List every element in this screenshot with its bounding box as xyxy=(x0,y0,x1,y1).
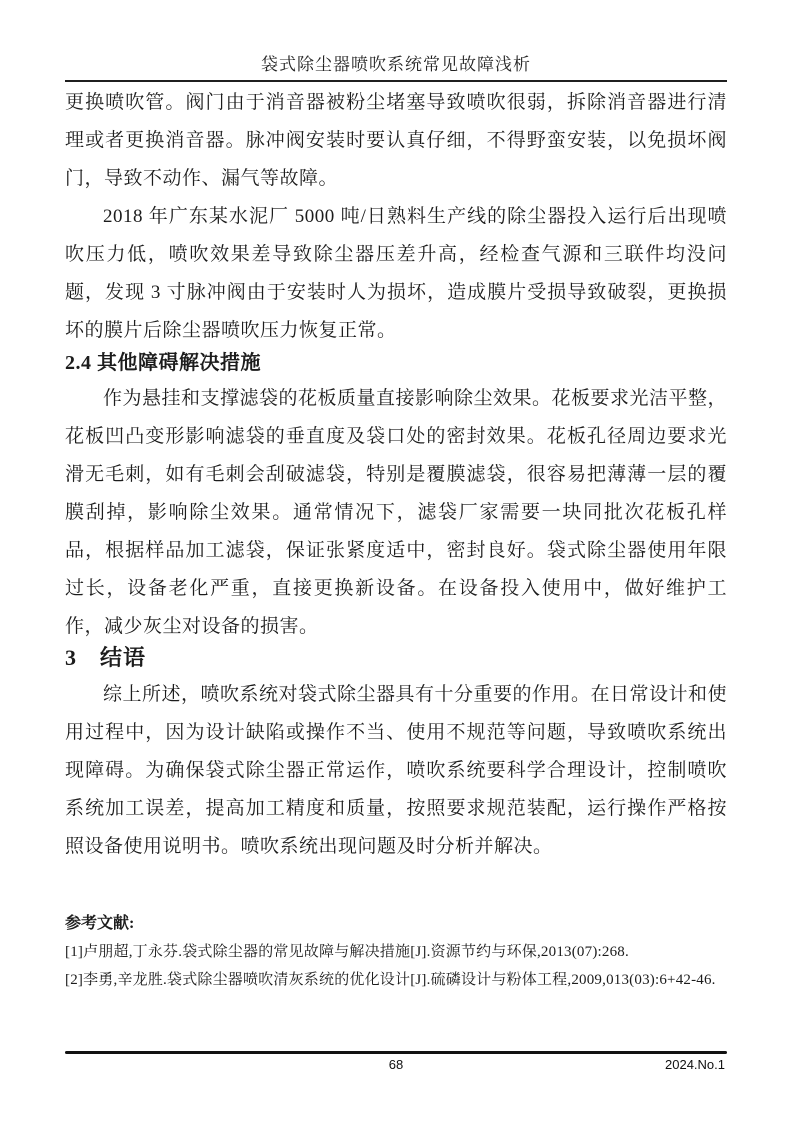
paragraph-conclusion: 综上所述，喷吹系统对袋式除尘器具有十分重要的作用。在日常设计和使用过程中，因为设计缺陷或操作不当、使用不规范等问题，导致喷吹系统出现障碍。为确保袋式除尘器正常运作，喷吹系统要科学合理设计，控制喷吹系统加工误差，提高加工精度和质量，按照要求规范装配，运行操作严格按照设备使用说明书。喷吹系统出现问题及时分析并解决。 xyxy=(65,684,728,857)
issue-label: 2024.No.1 xyxy=(665,1057,725,1072)
reference-item-2: [2]李勇,辛龙胜.袋式除尘器喷吹清灰系统的优化设计[J].硫磷设计与粉体工程,2009,013(03):6+42-46. xyxy=(65,972,716,988)
page-footer xyxy=(65,1051,727,1076)
section-heading-2-4: 2.4 其他障碍解决措施 xyxy=(65,352,261,374)
reference-item-1: [1]卢朋超,丁永芬.袋式除尘器的常见故障与解决措施[J].资源节约与环保,2013(07):268. xyxy=(65,944,629,960)
page-number: 68 xyxy=(388,1057,404,1072)
references-heading: 参考文献: xyxy=(65,915,135,932)
paragraph-valve-maintenance: 更换喷吹管。阀门由于消音器被粉尘堵塞导致喷吹很弱，拆除消音器进行清理或者更换消音器。脉冲阀安装时要认真仔细，不得野蛮安装，以免损坏阀门，导致不动作、漏气等故障。 xyxy=(65,92,727,189)
page-header xyxy=(65,0,727,82)
running-title: 袋式除尘器喷吹系统常见故障浅析 xyxy=(261,55,531,74)
references-section xyxy=(65,910,727,994)
paragraph-case-study: 2018 年广东某水泥厂 5000 吨/日熟料生产线的除尘器投入运行后出现喷吹压力低，喷吹效果差导致除尘器压差升高，经检查气源和三联件均没问题，发现 3 寸脉冲阀由于安装时人为损坏，造成膜片受损导致破裂，更换损坏的膜片后除尘器喷吹压力恢复正常。 xyxy=(65,206,727,341)
section-heading-3-conclusion: 3 结语 xyxy=(65,645,147,670)
footer-row xyxy=(65,1054,727,1076)
paragraph-tube-sheet: 作为悬挂和支撑滤袋的花板质量直接影响除尘效果。花板要求光洁平整，花板凹凸变形影响滤袋的垂直度及袋口处的密封效果。花板孔径周边要求光滑无毛刺，如有毛刺会刮破滤袋，特别是覆膜滤袋，很容易把薄薄一层的覆膜刮掉，影响除尘效果。通常情况下，滤袋厂家需要一块同批次花板孔样品，根据样品加工滤袋，保证张紧度适中，密封良好。袋式除尘器使用年限过长，设备老化严重，直接更换新设备。在设备投入使用中，做好维护工作，减少灰尘对设备的损害。 xyxy=(65,388,728,637)
article-body xyxy=(65,82,727,994)
